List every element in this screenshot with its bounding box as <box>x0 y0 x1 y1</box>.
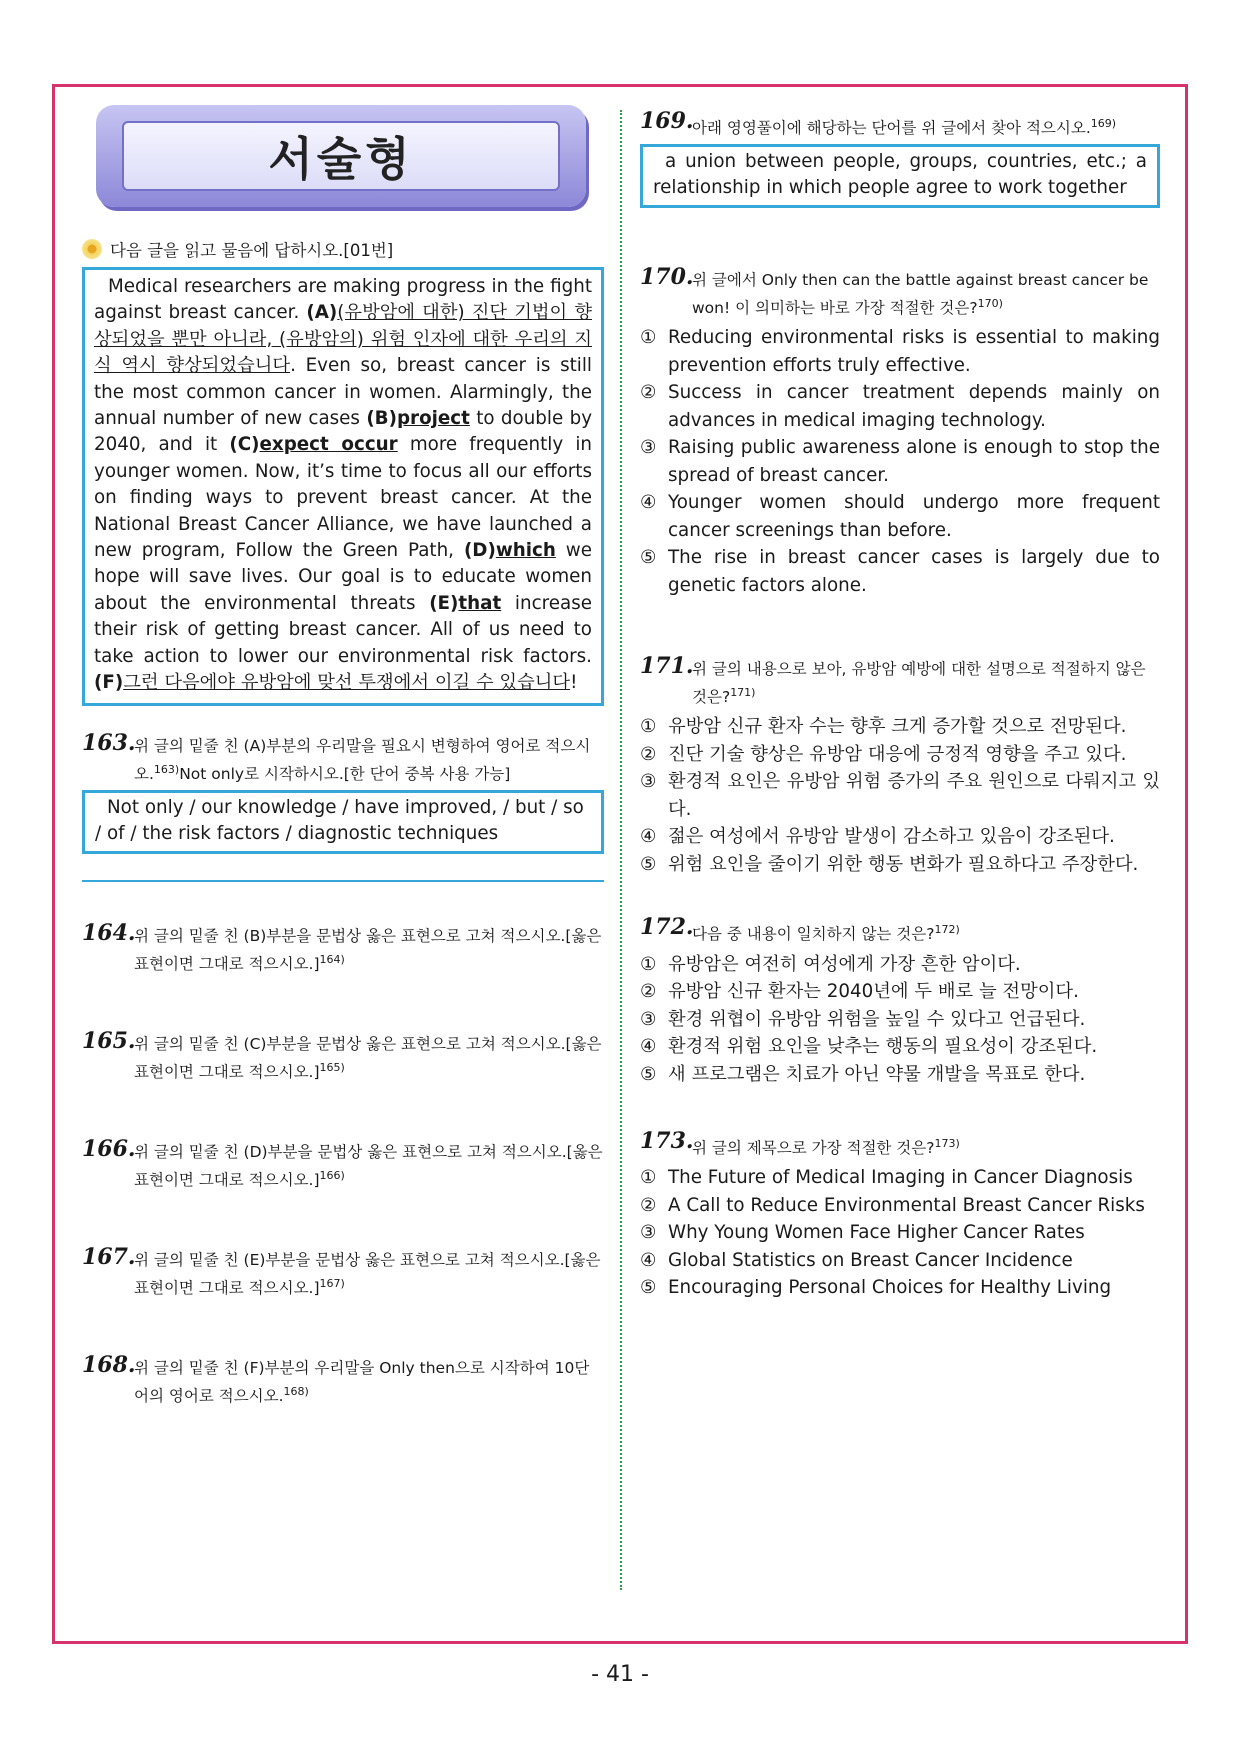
question-number: 164. <box>82 919 136 946</box>
footnote-ref: 173) <box>934 1137 960 1151</box>
option-1[interactable] <box>640 324 1160 379</box>
left-column <box>82 105 604 1408</box>
option-2[interactable] <box>640 1192 1160 1220</box>
column-divider <box>620 110 622 1590</box>
option-text: 젊은 여성에서 유방암 발생이 감소하고 있음이 강조된다. <box>668 826 1115 848</box>
option-text: Encouraging Personal Choices for Healthy Living <box>668 1277 1112 1299</box>
underlined-c: expect occur <box>259 434 398 456</box>
question-number: 171. <box>640 653 694 680</box>
question-number: 170. <box>640 264 694 291</box>
option-marker: ① <box>640 716 657 738</box>
passage-text: to double by 2040, and it <box>94 408 593 456</box>
question-number: 172. <box>640 914 694 941</box>
option-marker: ⑤ <box>640 1063 657 1085</box>
reading-passage <box>82 267 604 706</box>
question-text: 위 글의 밑줄 친 (F)부분의 우리말을 Only then으로 시작하여 10단어의 영어로 적으시오. <box>134 1359 590 1406</box>
label-a: (A) <box>306 302 338 324</box>
right-column <box>640 108 1160 1302</box>
word-bank-text: Not only / our knowledge / have improved, / but / so / of / the risk factors / diagnostic techniques <box>95 796 584 844</box>
option-3[interactable] <box>640 768 1160 823</box>
options-173 <box>640 1164 1160 1302</box>
option-5[interactable] <box>640 851 1160 879</box>
question-text: 위 글의 밑줄 친 (E)부분을 문법상 옳은 표현으로 고쳐 적으시오.[옳은 표현이면 그대로 적으시오.] <box>134 1251 601 1298</box>
option-4[interactable] <box>640 489 1160 544</box>
question-text: Not only로 시작하시오.[한 단어 중복 사용 가능] <box>179 764 511 783</box>
question-text: 위 글의 내용으로 보아, 유방암 예방에 대한 설명으로 적절하지 않은 것은? <box>692 660 1146 707</box>
footnote-ref: 164) <box>319 952 345 966</box>
option-marker: ③ <box>640 771 657 793</box>
option-2[interactable] <box>640 741 1160 769</box>
option-text: The rise in breast cancer cases is largely due to genetic factors alone. <box>668 547 1160 596</box>
option-marker: ⑤ <box>640 1277 657 1299</box>
option-marker: ① <box>640 1167 657 1189</box>
passage-text: Medical researchers are making progress in the fight against breast cancer. <box>94 276 592 324</box>
word-bank-163 <box>82 790 604 854</box>
option-1[interactable] <box>640 1164 1160 1192</box>
option-1[interactable] <box>640 951 1160 979</box>
option-3[interactable] <box>640 434 1160 489</box>
label-f: (F) <box>94 672 124 694</box>
option-marker: ⑤ <box>640 853 657 875</box>
underlined-d: which <box>495 540 556 562</box>
label-b: (B) <box>366 408 397 430</box>
flower-icon <box>82 239 102 259</box>
footnote-ref: 167) <box>319 1277 345 1291</box>
option-4[interactable] <box>640 823 1160 851</box>
option-marker: ① <box>640 327 657 349</box>
question-text: 위 글의 밑줄 친 (D)부분을 문법상 옳은 표현으로 고쳐 적으시오.[옳은 표현이면 그대로 적으시오.] <box>134 1142 603 1190</box>
footnote-ref: 170) <box>977 297 1003 311</box>
question-169 <box>640 108 1160 140</box>
question-text: 위 글의 밑줄 친 (C)부분을 문법상 옳은 표현으로 고쳐 적으시오.[옳은 표현이면 그대로 적으시오.] <box>134 1034 602 1081</box>
option-2[interactable] <box>640 379 1160 434</box>
passage-text: ! <box>570 672 578 694</box>
page-number: - 41 - <box>591 1662 649 1687</box>
definition-box-169 <box>640 144 1160 208</box>
option-marker: ③ <box>640 437 657 459</box>
option-1[interactable] <box>640 713 1160 741</box>
question-text: 아래 영영풀이에 해당하는 단어를 위 글에서 찾아 적으시오. <box>692 119 1091 138</box>
option-text: 새 프로그램은 치료가 아닌 약물 개발을 목표로 한다. <box>668 1063 1086 1085</box>
option-marker: ② <box>640 981 657 1003</box>
options-172 <box>640 951 1160 1089</box>
option-3[interactable] <box>640 1219 1160 1247</box>
option-5[interactable] <box>640 1274 1160 1302</box>
footnote-ref: 168) <box>283 1385 309 1399</box>
passage-text: . Even so, breast cancer is still the most common cancer in women. Alarmingly, the annual number of new cases <box>94 355 593 430</box>
options-171 <box>640 713 1160 878</box>
question-168 <box>82 1352 604 1408</box>
option-text: Success in cancer treatment depends mainly on advances in medical imaging technology. <box>668 382 1160 431</box>
option-text: 환경 위협이 유방암 위험을 높일 수 있다고 언급된다. <box>668 1008 1086 1030</box>
question-number: 168. <box>82 1352 136 1379</box>
option-text: 유방암은 여전히 여성에게 가장 흔한 암이다. <box>668 953 1021 975</box>
question-number: 173. <box>640 1128 694 1155</box>
section-title: 서술형 <box>122 121 560 191</box>
question-163 <box>82 729 604 786</box>
label-e: (E) <box>429 592 459 614</box>
option-text: Younger women should undergo more frequent cancer screenings than before. <box>668 492 1160 541</box>
question-number: 166. <box>82 1135 136 1162</box>
question-166 <box>82 1135 604 1192</box>
footnote-ref: 166) <box>319 1168 345 1182</box>
option-text: The Future of Medical Imaging in Cancer Diagnosis <box>668 1167 1133 1189</box>
question-text: 다음 중 내용이 일치하지 않는 것은? <box>692 925 935 944</box>
instruction <box>82 237 604 261</box>
passage-text: we hope will save lives. Our goal is to educate women about the environmental threats <box>94 540 592 614</box>
question-170 <box>640 264 1160 320</box>
option-text: 환경적 요인은 유방암 위험 증가의 주요 원인으로 다뤄지고 있다. <box>668 771 1160 820</box>
option-text: 진단 기술 향상은 유방암 대응에 긍정적 영향을 주고 있다. <box>668 743 1127 765</box>
option-text: 유방암 신규 환자 수는 향후 크게 증가할 것으로 전망된다. <box>668 716 1127 738</box>
answer-line-163 <box>82 854 604 882</box>
option-4[interactable] <box>640 1033 1160 1061</box>
option-5[interactable] <box>640 544 1160 599</box>
option-marker: ② <box>640 743 657 765</box>
option-marker: ④ <box>640 492 657 514</box>
underlined-e: that <box>458 592 502 614</box>
question-number: 169. <box>640 108 694 134</box>
question-number: 167. <box>82 1244 136 1271</box>
option-marker: ② <box>640 382 657 404</box>
option-2[interactable] <box>640 978 1160 1006</box>
question-text: 위 글의 제목으로 가장 적절한 것은? <box>692 1139 935 1158</box>
option-text: Reducing environmental risks is essential to making prevention efforts truly effective. <box>668 327 1160 376</box>
section-title-badge <box>96 105 586 207</box>
question-167 <box>82 1244 604 1300</box>
footnote-ref: 169) <box>1090 117 1117 130</box>
question-171 <box>640 653 1160 709</box>
option-4[interactable] <box>640 1247 1160 1275</box>
label-d: (D) <box>463 540 496 562</box>
option-3[interactable] <box>640 1006 1160 1034</box>
question-164 <box>82 919 604 976</box>
option-text: 환경적 위험 요인을 낮추는 행동의 필요성이 강조된다. <box>668 1036 1098 1058</box>
question-number: 163. <box>82 729 136 756</box>
option-marker: ② <box>640 1194 657 1216</box>
instruction-text: 다음 글을 읽고 물음에 답하시오.[01번] <box>110 241 394 260</box>
underlined-b: project <box>396 408 470 430</box>
option-5[interactable] <box>640 1061 1160 1089</box>
option-marker: ③ <box>640 1008 657 1030</box>
option-marker: ③ <box>640 1222 657 1244</box>
footnote-ref: 172) <box>934 923 960 937</box>
question-173 <box>640 1128 1160 1160</box>
footnote-ref: 163) <box>153 762 180 776</box>
question-text: 위 글에서 Only then can the battle against breast cancer be won! 이 의미하는 바로 가장 적절한 것은? <box>692 271 1149 318</box>
options-170 <box>640 324 1160 599</box>
question-text: 위 글의 밑줄 친 (B)부분을 문법상 옳은 표현으로 고쳐 적으시오.[옳은 표현이면 그대로 적으시오.] <box>134 926 602 973</box>
question-text: 위 글의 밑줄 친 (A)부분의 우리말을 필요시 변형하여 영어로 적으시오. <box>134 736 591 783</box>
option-text: Why Young Women Face Higher Cancer Rates <box>668 1222 1085 1244</box>
question-165 <box>82 1027 604 1084</box>
question-number: 165. <box>82 1027 136 1054</box>
option-text: A Call to Reduce Environmental Breast Cancer Risks <box>668 1194 1145 1216</box>
underlined-f: 그런 다음에야 유방암에 맞선 투쟁에서 이길 수 있습니다 <box>123 672 571 694</box>
option-text: 유방암 신규 환자는 2040년에 두 배로 늘 전망이다. <box>668 981 1079 1003</box>
passage-text: more frequently in younger women. Now, it’s time to focus all our efforts on finding ways to prevent breast cancer. At the National Breast Cancer Alliance, we have launched a new program, Follow the Green Path, <box>94 434 592 562</box>
passage-text: increase their risk of getting breast cancer. All of us need to take action to lower our environmental risk factors. <box>94 592 592 667</box>
option-marker: ① <box>640 953 657 975</box>
option-marker: ⑤ <box>640 547 657 569</box>
question-172 <box>640 914 1160 946</box>
footnote-ref: 171) <box>730 686 756 700</box>
label-c: (C) <box>229 434 260 456</box>
definition-text: a union between people, groups, countries, etc.; a relationship in which people agree to work together <box>653 151 1147 199</box>
option-marker: ④ <box>640 1036 657 1058</box>
option-marker: ④ <box>640 826 657 848</box>
option-text: Raising public awareness alone is enough to stop the spread of breast cancer. <box>668 437 1160 486</box>
footnote-ref: 165) <box>319 1060 345 1074</box>
option-marker: ④ <box>640 1249 657 1271</box>
option-text: 위험 요인을 줄이기 위한 행동 변화가 필요하다고 주장한다. <box>668 853 1139 875</box>
option-text: Global Statistics on Breast Cancer Incidence <box>668 1249 1073 1271</box>
underlined-a: (유방암에 대한) 진단 기법이 향상되었을 뿐만 아니라, (유방암의) 위험 인자에 대한 우리의 지식 역시 향상되었습니다 <box>94 302 592 377</box>
